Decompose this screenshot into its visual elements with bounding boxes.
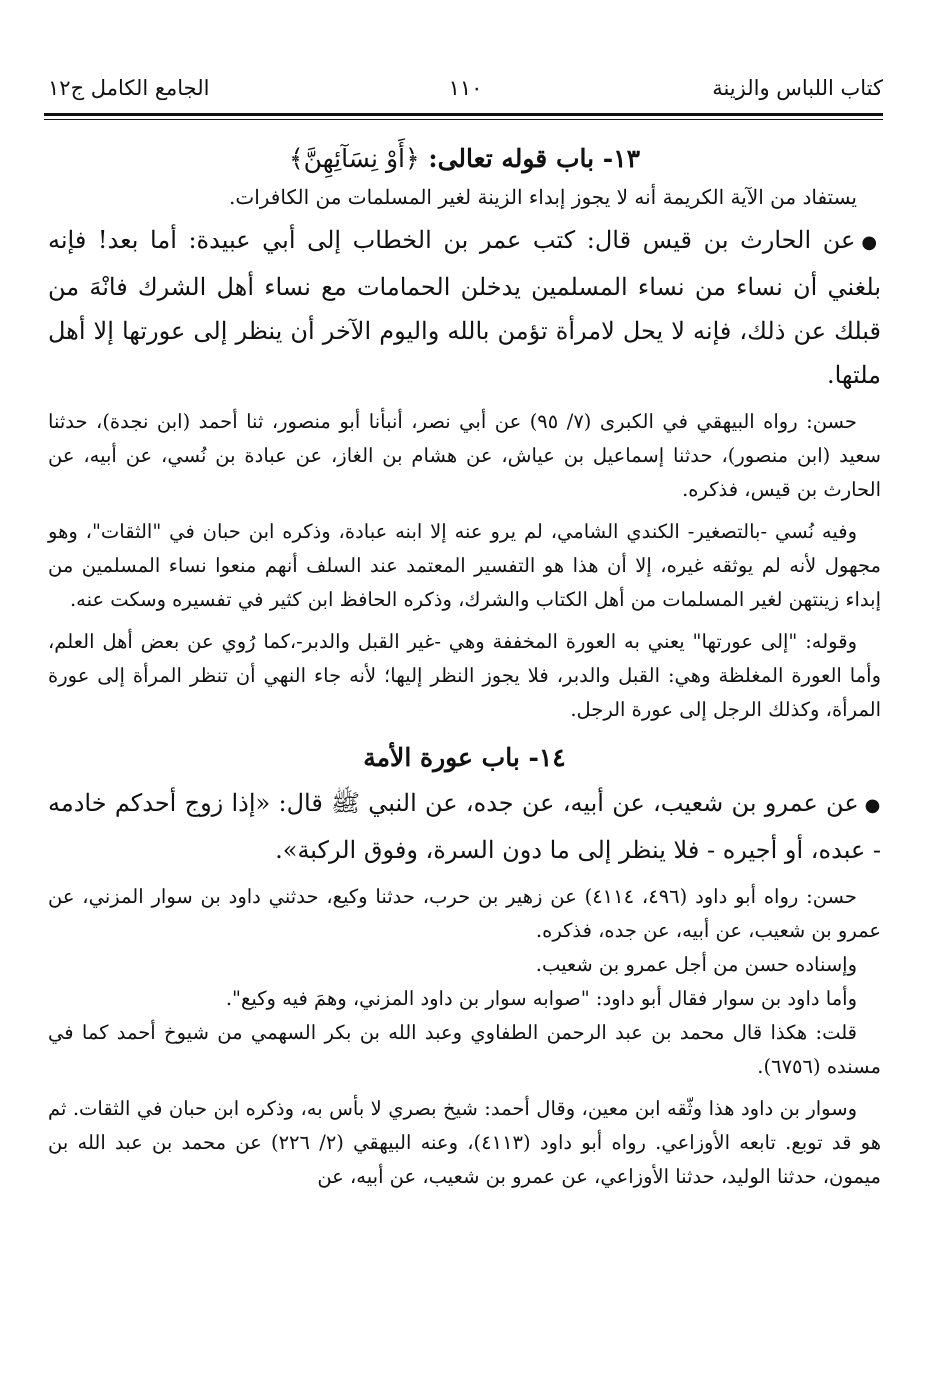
commentary-note: وفيه نُسي -بالتصغير- الكندي الشامي، لم يرو عنه إلا ابنه عبادة، وذكره ابن حبان في "الثقات"، وهو مجهول لأنه لم يوثقه غيره، إلا أن هذا هو التفسير المعتمد عند السلف أنهم منعوا نساء المسلمين من إبداء زينتهن لغير المسلمات من أهل الكتاب والشرك، وذكره الحافظ ابن كثير في تفسيره وسكت عنه.: [48, 520, 881, 611]
header-book-title: كتاب اللباس والزينة: [712, 76, 883, 100]
commentary-note: وسوار بن داود هذا وثّقه ابن معين، وقال أحمد: شيخ بصري لا بأس به، وذكره ابن حبان في الثقات. ثم هو قد توبع. تابعه الأوزاعي. رواه أبو داود (٤١١٣)، وعنه البيهقي (٢/ ٢٢٦) عن محمد بن عبد الله بن ميمون، حدثنا الوليد، حدثنا الأوزاعي، عن عمرو بن شعيب، عن أبيه، عن: [48, 1097, 882, 1188]
commentary-note: وقوله: "إلى عورتها" يعني به العورة المخففة وهي -غير القبل والدبر-،كما رُوي عن بعض أهل العلم، وأما العورة المغلظة وهي: القبل والدبر، فلا يجوز النظر إليها؛ لأنه جاء النهي أن تنظر المرأة إلى عورة المرأة، وكذلك الرجل إلى عورة الرجل.: [48, 630, 881, 721]
commentary-note: قلت: هكذا قال محمد بن عبد الرحمن الطفاوي وعبد الله بن بكر السهمي من شيوخ أحمد كما في مسنده (٦٧٥٦).: [48, 1021, 881, 1078]
chapter-13-heading: [48, 136, 881, 182]
chapter-14-heading: ١٤- باب عورة الأمة: [363, 743, 566, 772]
bullet-icon: ●: [864, 795, 881, 816]
bullet-icon: ●: [861, 232, 881, 253]
hadith-text: عن عمرو بن شعيب، عن أبيه، عن جده، عن النبي ﷺ قال: «إذا زوج أحدكم خادمه - عبده، أو أجيره - فلا ينظر إلى ما دون السرة، وفوق الركبة».: [48, 789, 881, 864]
hadith-paragraph: [48, 218, 881, 397]
chapter-13-intro: يستفاد من الآية الكريمة أنه لا يجوز إبداء الزينة لغير المسلمات من الكافرات.: [229, 185, 857, 209]
chapter-13-title: ١٣- باب قوله تعالى:: [428, 144, 641, 173]
page-number: ١١٠: [448, 76, 483, 100]
chapter-13-quran-quote: ﴿أَوْ نِسَآئِهِنَّ﴾: [288, 144, 420, 173]
page-header: [48, 68, 883, 108]
page-content: [48, 136, 881, 1194]
header-rule-thin: [44, 119, 883, 120]
takhrij-note: حسن: رواه البيهقي في الكبرى (٧/ ٩٥) عن أبي نصر، أنبأنا أبو منصور، ثنا أحمد (ابن نجدة)، حدثنا سعيد (ابن منصور)، حدثنا إسماعيل بن عياش، عن هشام بن الغاز، عن عبادة بن نُسي، عن أبيه، عن الحارث بن قيس، فذكره.: [48, 410, 881, 501]
commentary-note: وأما داود بن سوار فقال أبو داود: "صوابه سوار بن داود المزني، وهمَ فيه وكيع".: [225, 987, 857, 1010]
hadith-paragraph: [48, 781, 881, 872]
header-volume-title: الجامع الكامل ج١٢: [48, 76, 210, 100]
takhrij-note: حسن: رواه أبو داود (٤٩٦، ٤١١٤) عن زهير بن حرب، حدثنا وكيع، حدثني داود بن سوار المزني، عن عمرو بن شعيب، عن أبيه، عن جده، فذكره.: [48, 885, 881, 942]
header-rule-thick: [44, 113, 883, 116]
commentary-note: وإسناده حسن من أجل عمرو بن شعيب.: [535, 953, 857, 976]
hadith-text: عن الحارث بن قيس قال: كتب عمر بن الخطاب إلى أبي عبيدة: أما بعد! فإنه بلغني أن نساء من نساء المسلمين يدخلن الحمامات مع نساء أهل الشرك فانْهَ من قبلك عن ذلك، فإنه لا يحل لامرأة تؤمن بالله واليوم الآخر أن ينظر إلى عورتها إلا أهل ملتها.: [48, 226, 881, 389]
